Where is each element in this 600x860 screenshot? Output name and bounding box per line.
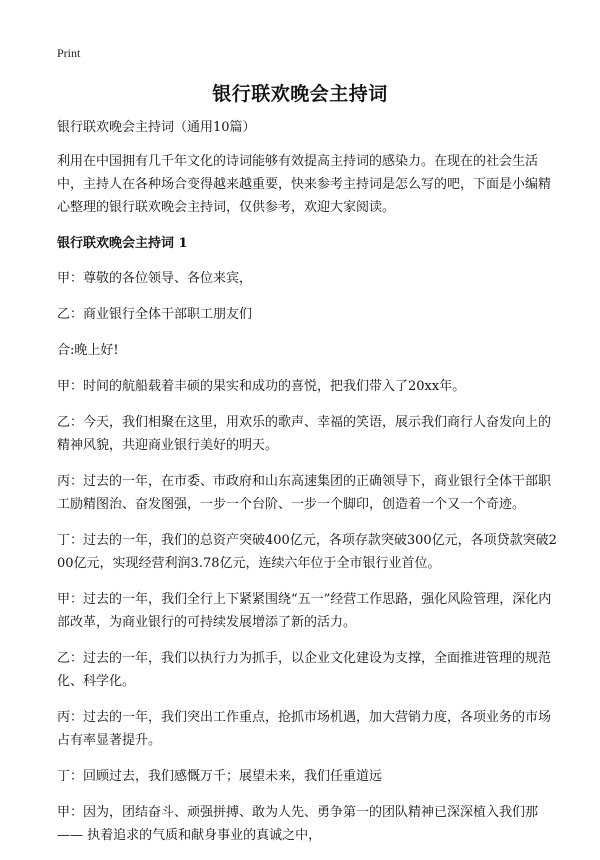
dialogue-paragraph: 丁：过去的一年，我们的总资产突破400亿元，各项存款突破300亿元，各项贷款突破200亿元，实现经营利润3.78亿元，连续六年位于全市银行业首位。 — [57, 533, 557, 571]
dialogue-paragraph: 乙：过去的一年，我们以执行力为抓手，以企业文化建设为支撑，全面推进管理的规范化、科学化。 — [57, 651, 552, 689]
print-link[interactable]: Print — [57, 46, 81, 60]
dialogue-paragraph: 乙：商业银行全体干部职工朋友们 — [57, 307, 253, 322]
dialogue-paragraph: 合:晚上好! — [57, 343, 119, 358]
dialogue-paragraph: 甲：过去的一年，我们全行上下紧紧围绕“五一”经营工作思路，强化风险管理，深化内部改革，为商业银行的可持续发展增添了新的活力。 — [57, 592, 552, 630]
dialogue-paragraph: 甲：尊敬的各位领导、各位来宾， — [57, 271, 253, 286]
document-body — [57, 116, 557, 860]
page-title: 银行联欢晚会主持词 — [212, 83, 388, 105]
dialogue-paragraph: 甲：因为，团结奋斗、顽强拼搏、敢为人先、勇争第一的团队精神已深深植入我们那—— 执着追求的气质和献身事业的真诚之中， — [57, 805, 539, 843]
dialogue-paragraph: 丙：过去的一年，我们突出工作重点，抢抓市场机遇，加大营销力度，各项业务的市场占有率显著提升。 — [57, 710, 552, 748]
intro-paragraph: 利用在中国拥有几千年文化的诗词能够有效提高主持词的感染力。在现在的社会生活中，主持人在各种场合变得越来越重要，快来参考主持词是怎么写的吧，下面是小编精心整理的银行联欢晚会主持词，仅供参考，欢迎大家阅读。 — [57, 154, 552, 215]
section-heading: 银行联欢晚会主持词 1 — [57, 236, 188, 251]
dialogue-paragraph: 丙：过去的一年，在市委、市政府和山东高速集团的正确领导下，商业银行全体干部职工励精图治、奋发图强，一步一个台阶、一步一个脚印，创造着一个又一个奇迹。 — [57, 474, 552, 512]
dialogue-paragraph: 丁：回顾过去，我们感慨万千；展望未来，我们任重道远 — [57, 769, 383, 784]
dialogue-paragraph: 甲：时间的航船载着丰硕的果实和成功的喜悦，把我们带入了20xx年。 — [57, 379, 466, 394]
dialogue-paragraph: 乙：今天，我们相聚在这里，用欢乐的歌声、幸福的笑语，展示我们商行人奋发向上的精神风貌，共迎商业银行美好的明天。 — [57, 415, 552, 453]
document-subtitle: 银行联欢晚会主持词（通用10篇） — [57, 120, 256, 135]
